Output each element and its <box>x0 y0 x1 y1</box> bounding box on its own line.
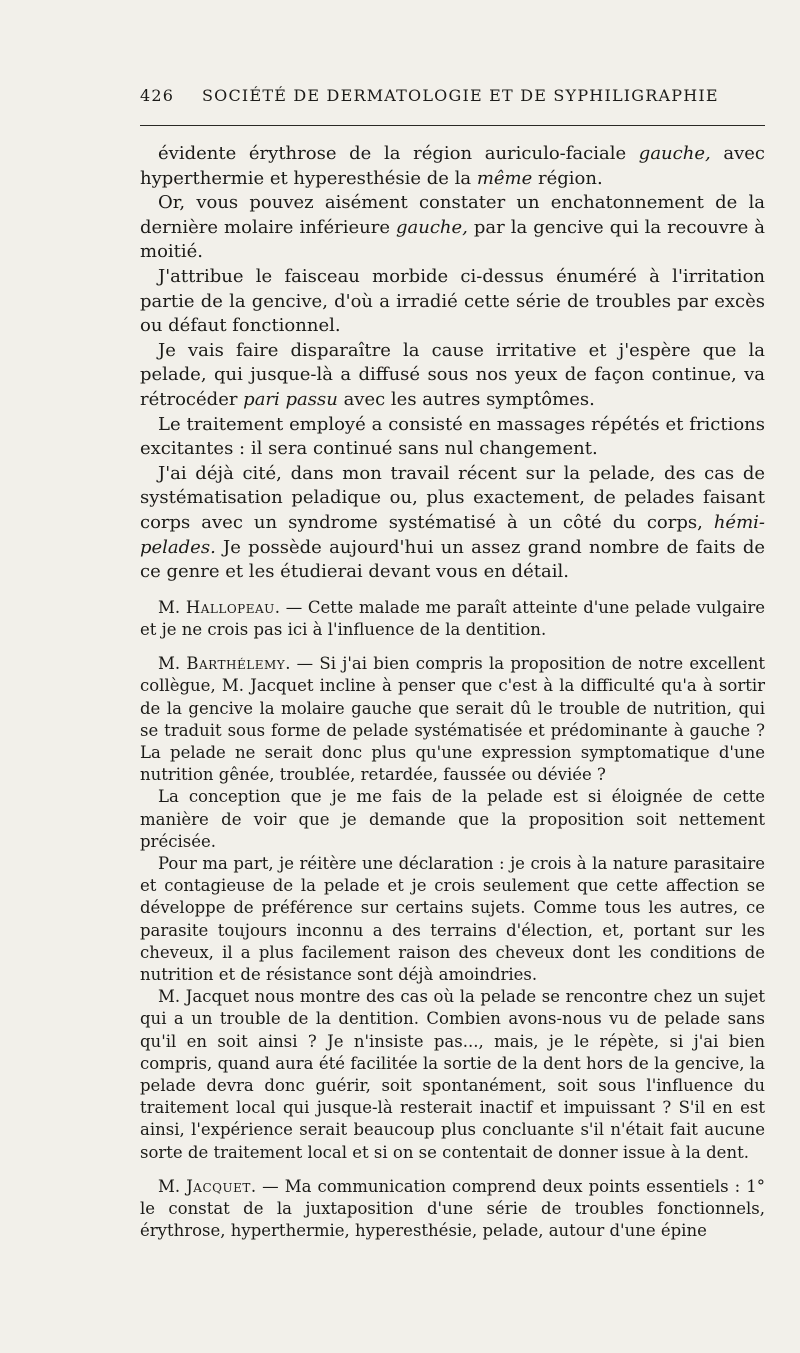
paragraph <box>140 413 765 462</box>
text-run: J'ai déjà cité, dans mon travail récent sur la pelade, des cas de systématisation peladique ou, plus exactement, de pelades faisant corps avec un syndrome systématisé à un côté du corps, <box>140 462 765 533</box>
italic-text: gauche, <box>638 143 711 164</box>
text-run: M. <box>158 654 187 674</box>
header-rule <box>140 125 765 126</box>
text-run: J'attribue le faisceau morbide ci-dessus énuméré à l'irritation partie de la gencive, d'où a irradié cette série de troubles par excès ou défaut fonctionnel. <box>140 265 765 337</box>
paragraph <box>140 853 765 986</box>
text-run: . — Cette malade me paraît atteinte d'une pelade vulgaire et je ne crois pas ici à l'influence de la dentition. <box>140 597 765 639</box>
speaker-name: Jacquet <box>186 1176 251 1196</box>
paragraph <box>140 462 765 585</box>
italic-text: gauche, <box>396 216 468 238</box>
running-header <box>140 86 765 105</box>
text-run: évidente érythrose de la région auriculo-faciale <box>158 143 639 164</box>
text-run: avec les autres symptômes. <box>337 388 595 410</box>
paragraph <box>140 653 765 786</box>
paragraph <box>140 265 765 339</box>
paragraph <box>140 142 765 191</box>
text-run: . — Si j'ai bien compris la proposition de notre excellent collègue, M. Jacquet incline à penser que c'est à la difficulté qu'a à sortir de la gencive la molaire gauche que serait dû le trouble de nutrition, qui se traduit sous forme de pelade systématisée et prédominante à gauche ? La pelade ne serait donc plus qu'une expression symptomatique d'une nutrition gênée, troublée, retardée, faussée ou déviée ? <box>140 654 765 785</box>
paragraph <box>140 786 765 853</box>
text-run: Je vais faire disparaître la cause irritative et j'espère que la pelade, qui jusque-là a diffusé sous nos yeux de façon continue, va rétrocéder <box>140 339 765 410</box>
text-run: Or, vous pouvez aisément constater un enchatonnement de la dernière molaire inférieure <box>140 192 765 238</box>
speaker-name: Barthélemy <box>186 654 286 674</box>
text-run: avec hyperthermie et hyperesthésie de la <box>140 143 765 189</box>
text-run: . — Ma communication comprend deux points essentiels : 1° le constat de la juxtaposition d'une série de troubles fonctionnels, érythrose, hyperthermie, hyperesthésie, pelade, autour d'une épine <box>140 1176 765 1241</box>
italic-text: pari passu <box>243 388 338 410</box>
text-run: M. <box>158 1176 187 1196</box>
italic-text: hémi-pelades. <box>140 511 765 558</box>
text-run: par la gencive qui la recouvre à moitié. <box>140 216 765 263</box>
running-title: SOCIÉTÉ DE DERMATOLOGIE ET DE SYPHILIGRAPHIE <box>202 86 719 105</box>
paragraph <box>140 339 765 413</box>
text-run: Le traitement employé a consisté en massages répétés et frictions excitantes : il sera continué sans nul changement. <box>140 413 765 460</box>
paragraph <box>140 191 765 265</box>
text-run: La conception que je me fais de la pelade est si éloignée de cette manière de voir que je demande que la proposition soit nettement précisée. <box>140 787 765 851</box>
text-run: M. Jacquet nous montre des cas où la pelade se rencontre chez un sujet qui a un trouble de la dentition. Combien avons-nous vu de pelade sans qu'il en soit ainsi ? Je n'insiste pas..., mais, je le répète, si j'ai bien compris, quand aura été facilitée la sortie de la dent hors de la gencive, la pelade devra donc guérir, soit spontanément, soit sous l'influence du traitement local qui jusque-là resterait inactif et impuissant ? S'il en est ainsi, l'expérience serait beaucoup plus concluante s'il n'était fait aucune sorte de traitement local et si on se contentait de donner issue à la dent. <box>140 987 765 1162</box>
italic-text: même <box>476 167 533 189</box>
paragraph-gap <box>140 641 765 653</box>
text-run: Je possède aujourd'hui un assez grand nombre de faits de ce genre et les étudierai devant vous en détail. <box>140 536 765 583</box>
text-run: M. <box>158 597 186 617</box>
paragraph <box>140 1176 765 1243</box>
paragraph <box>140 597 765 641</box>
paragraph <box>140 986 765 1164</box>
page-number: 426 <box>140 86 175 105</box>
text-run: Pour ma part, je réitère une déclaration : je crois à la nature parasitaire et contagieuse de la pelade et je crois seulement que cette affection se développe de préférence sur certains sujets. Comme tous les autres, ce parasite toujours inconnu a des terrains d'élection, et, portant sur les cheveux, il a plus facilement raison des cheveux dont les conditions de nutrition et de résistance sont déjà amoindries. <box>140 853 765 984</box>
speaker-name: Hallopeau <box>185 597 275 617</box>
paragraph-gap <box>140 585 765 597</box>
page-body <box>140 142 765 1242</box>
paragraph-gap <box>140 1164 765 1176</box>
text-run: région. <box>532 167 603 189</box>
